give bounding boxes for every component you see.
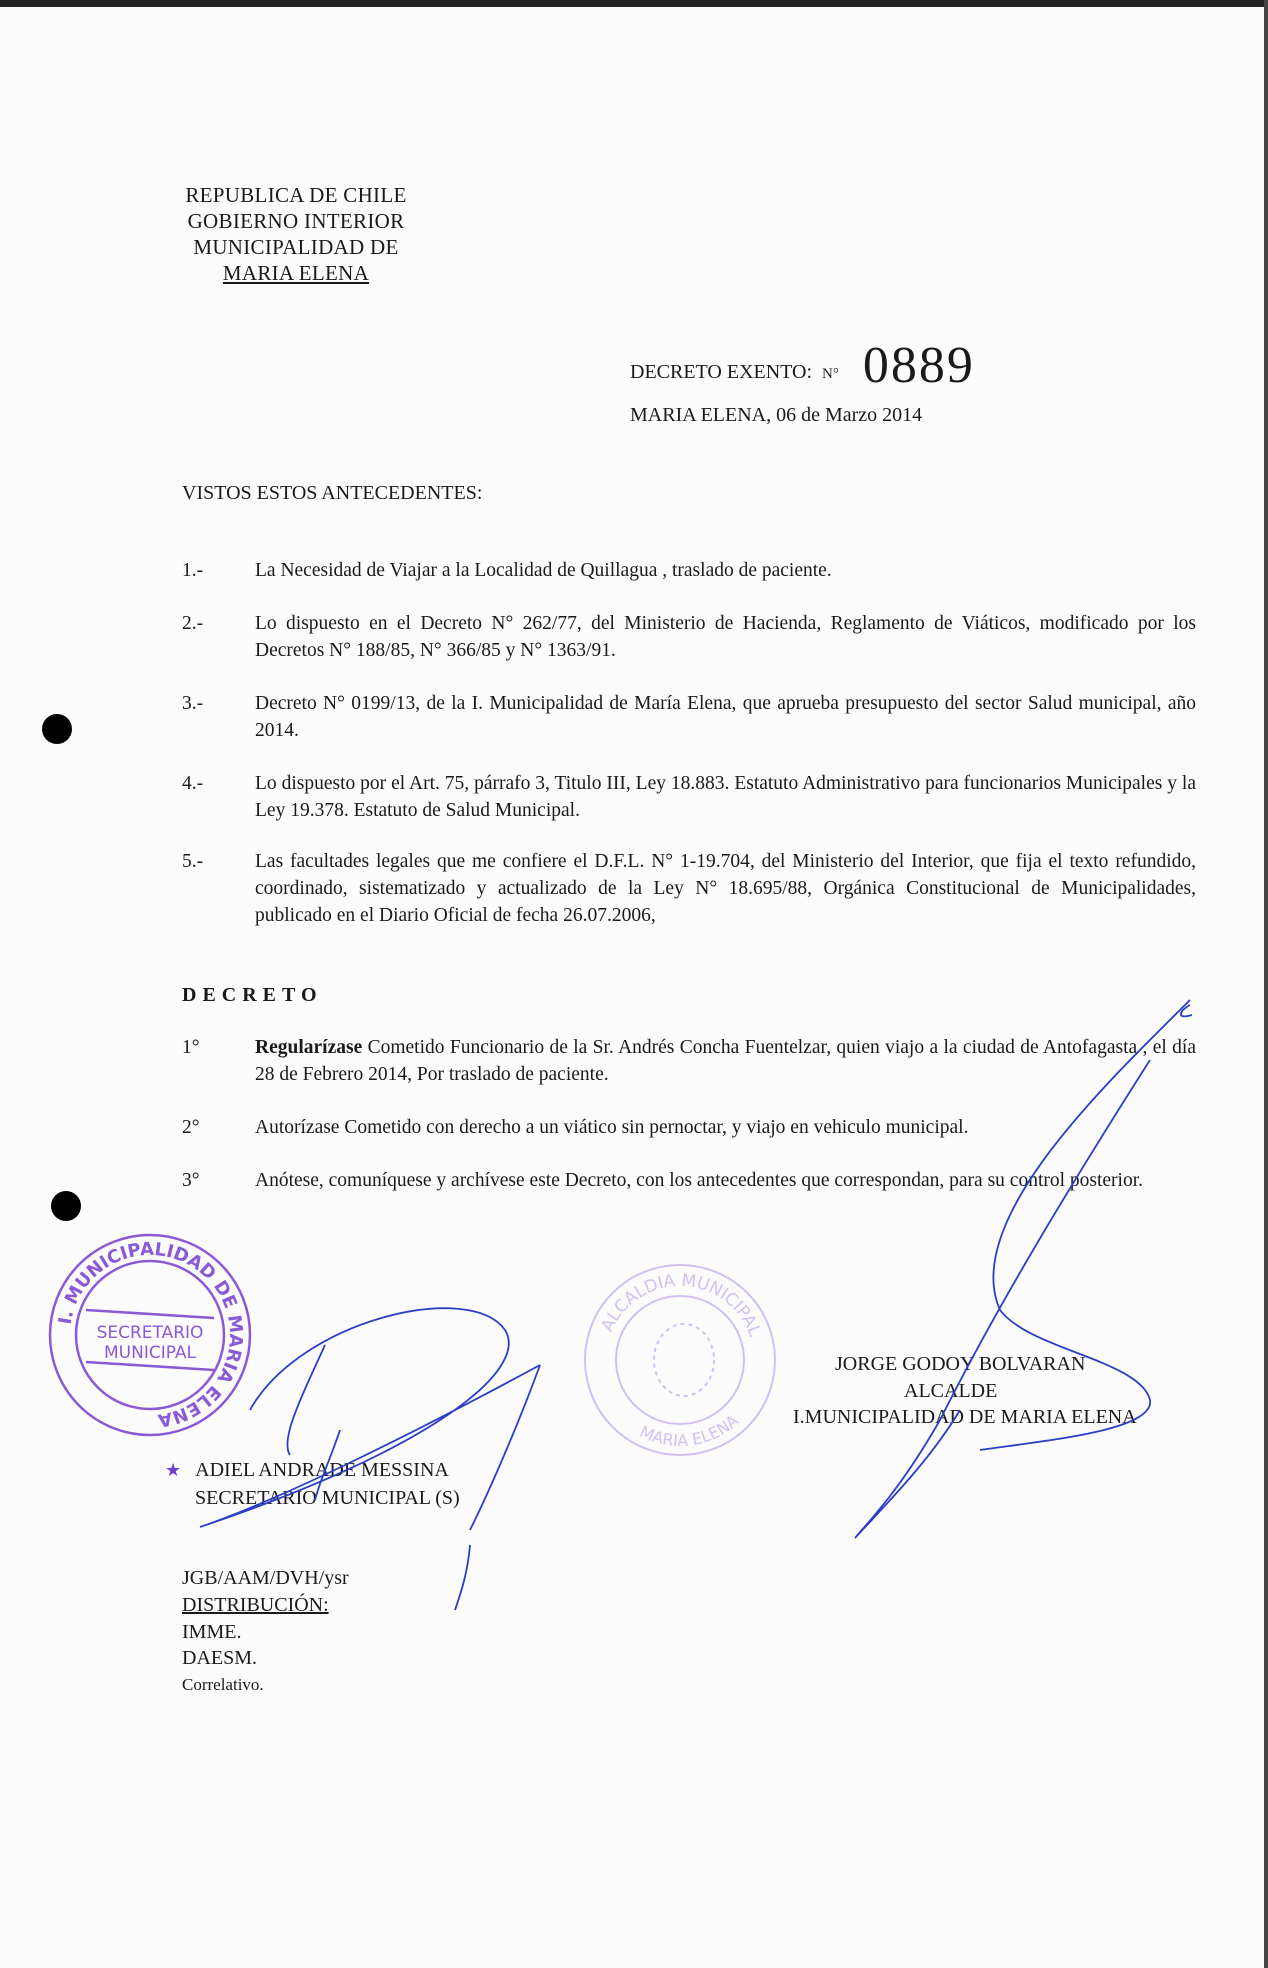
item-text: Las facultades legales que me confiere el D.F.L. N° 1-19.704, del Ministerio del Interior, que fija el texto refundido, coordinado, sistematizado y actualizado de la Ley N° 18.695/88, Orgánica Constitucional de Municipalidades, publicado en el Diario Oficial de fecha 26.07.2006, (255, 851, 1196, 926)
item-text: Anótese, comuníquese y archívese este Decreto, con los antecedentes que correspondan, para su control posterior. (255, 1170, 1144, 1191)
item-text: Decreto N° 0199/13, de la I. Municipalidad de María Elena, que aprueba presupuesto del sector Salud municipal, año 2014. (255, 693, 1196, 741)
item-text: Autorízase Cometido con derecho a un viático sin pernoctar, y viajo en vehiculo municipal. (255, 1117, 969, 1138)
stamp-center-text: MUNICIPAL (104, 1343, 196, 1363)
stamp-ring-text: I. MUNICIPALIDAD DE MARIA ELENA (54, 1238, 247, 1431)
item-keyword: Regularízase (255, 1037, 363, 1058)
item-text: Lo dispuesto por el Art. 75, párrafo 3, Titulo III, Ley 18.883. Estatuto Administrativo para funcionarios Municipales y la Ley 19.378. Estatuto de Salud Municipal. (255, 773, 1196, 821)
secretary-name: ADIEL ANDRADE MESSINA (195, 1459, 449, 1481)
item-number: 4.- (182, 773, 204, 794)
item-number: 1.- (182, 560, 204, 581)
item-text: Lo dispuesto en el Decreto N° 262/77, del Ministerio de Hacienda, Reglamento de Viáticos, modificado por los Decretos N° 188/85, N° 366/85 y N° 1363/91. (255, 613, 1196, 661)
stamp-center-text: SECRETARIO (96, 1323, 204, 1343)
number-label: N° (822, 366, 839, 382)
mayor-organization: I.MUNICIPALIDAD DE MARIA ELENA (793, 1406, 1137, 1428)
distribution-recipient: DAESM. (182, 1647, 258, 1669)
decree-label: DECRETO EXENTO: (630, 361, 813, 383)
item-number: 2° (182, 1117, 200, 1138)
decree-number: 0889 (862, 337, 975, 394)
item-number: 2.- (182, 613, 204, 634)
item-number: 5.- (182, 851, 204, 872)
item-number: 1° (182, 1037, 200, 1058)
distribution-label: DISTRIBUCIÓN: (182, 1594, 329, 1616)
item-text: La Necesidad de Viajar a la Localidad de Quillagua , traslado de paciente. (255, 560, 832, 581)
header-line: REPUBLICA DE CHILE (185, 183, 407, 207)
distribution-recipient: Correlativo. (182, 1675, 264, 1694)
item-number: 3° (182, 1170, 200, 1191)
vistos-title: VISTOS ESTOS ANTECEDENTES: (182, 482, 483, 504)
stamp-ring-text: ALCALDIA MUNICIPAL (597, 1270, 765, 1340)
distribution-recipient: IMME. (182, 1621, 242, 1643)
mayor-stamp (585, 1265, 775, 1455)
header-line: MARIA ELENA (222, 261, 370, 285)
place-date: MARIA ELENA, 06 de Marzo 2014 (630, 404, 923, 426)
header-line: GOBIERNO INTERIOR (187, 209, 405, 233)
reference-initials: JGB/AAM/DVH/ysr (182, 1567, 349, 1589)
mayor-name: JORGE GODOY BOLVARAN (835, 1353, 1086, 1375)
header-line: MUNICIPALIDAD DE (193, 235, 399, 259)
mayor-title: ALCALDE (904, 1380, 998, 1402)
star-icon: ★ (165, 1460, 182, 1480)
item-text: Cometido Funcionario de la Sr. Andrés Concha Fuentelzar, quien viajo a la ciudad de Antofagasta , el día 28 de Febrero 2014, Por traslado de paciente. (255, 1037, 1196, 1085)
secretary-signature-block (165, 1459, 449, 1482)
secretary-title: SECRETARIO MUNICIPAL (S) (195, 1487, 460, 1509)
secretary-stamp (50, 1235, 250, 1435)
decreto-title: DECRETO (182, 984, 323, 1006)
item-number: 3.- (182, 693, 204, 714)
stamp-ring-text: MARIA ELENA (636, 1410, 743, 1451)
